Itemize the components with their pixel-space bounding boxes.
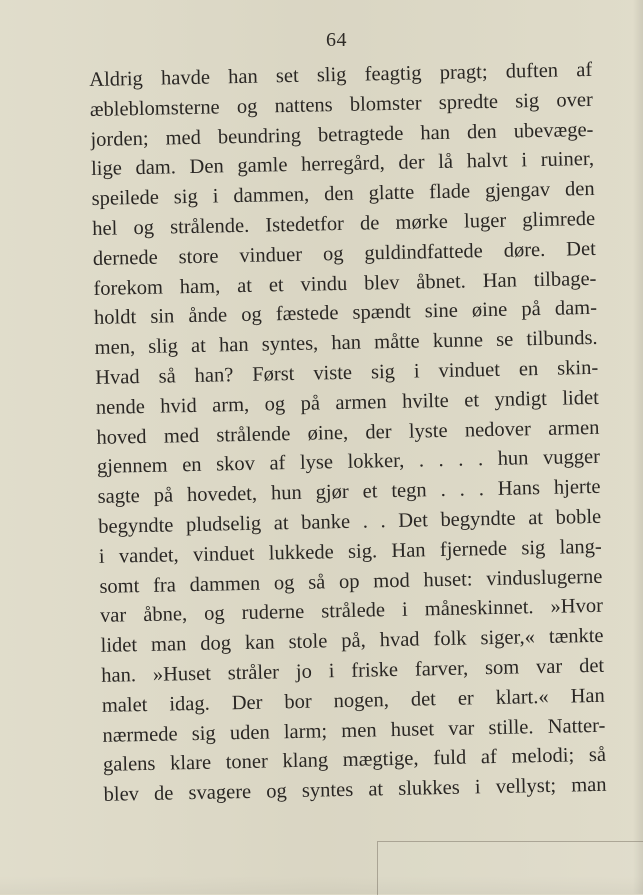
- body-text: [89, 56, 607, 811]
- text-line-17: i vandet, vinduet lukkede sig. Han fjernede sig lang-: [98, 535, 602, 568]
- text-line-2: æbleblomsterne og nattens blomster spredte sig over: [89, 88, 593, 121]
- text-line-18: somt fra dammen og så op mod huset: vinduslugerne: [99, 565, 603, 598]
- bottom-page-shadow: [0, 876, 643, 894]
- text-line-25: blev de svagere og syntes at slukkes i vellyst; man: [103, 773, 607, 806]
- text-line-4: lige dam. Den gamle herregård, der lå halvt i ruiner,: [90, 148, 595, 181]
- text-line-24: galens klare toner klang mægtige, fuld af melodi; så: [102, 744, 607, 777]
- text-line-22: malet idag. Der bor nogen, det er klart.« Han: [101, 684, 605, 717]
- text-line-14: gjennem en skov af lyse lokker, . . . . hun vugger: [96, 446, 601, 479]
- text-line-21: han. »Huset stråler jo i friske farver, som var det: [101, 654, 605, 687]
- text-line-23: nærmede sig uden larm; men huset var stille. Natter-: [102, 714, 606, 747]
- text-line-20: lidet man dog kan stole på, hvad folk siger,« tænkte: [100, 624, 604, 658]
- text-line-12: nende hvid arm, og på armen hvilte et yndigt lidet: [95, 386, 599, 419]
- text-line-6: hel og strålende. Istedetfor de mørke luger glimrede: [92, 207, 596, 240]
- text-line-3: jorden; med beundring betragtede han den ubevæge-: [90, 118, 594, 151]
- text-line-10: men, slig at han syntes, han måtte kunne se tilbunds.: [94, 327, 598, 360]
- text-line-5: speilede sig i dammen, den glatte flade gjengav den: [91, 178, 595, 211]
- text-line-15: sagte på hovedet, hun gjør et tegn . . . Hans hjerte: [97, 475, 601, 509]
- text-line-9: holdt sin ånde og fæstede spændt sine øine på dam-: [93, 297, 598, 330]
- page-number: 64: [326, 29, 347, 51]
- text-line-13: hoved med strålende øine, der lyste nedover armen: [96, 416, 600, 449]
- text-line-16: begyndte pludselig at banke . . Det begyndte at boble: [98, 505, 602, 538]
- text-line-11: Hvad så han? Først viste sig i vinduet en skin-: [95, 356, 599, 389]
- page-edge-shadow: [633, 0, 643, 894]
- text-line-7: dernede store vinduer og guldindfattede døre. Det: [92, 237, 596, 270]
- text-line-8: forekom ham, at et vindu blev åbnet. Han tilbage-: [93, 267, 597, 300]
- text-line-1: Aldrig havde han set slig feagtig pragt; duften af: [89, 58, 593, 91]
- text-line-19: var åbne, og ruderne strålede i måneskinnet. »Hvor: [99, 595, 604, 628]
